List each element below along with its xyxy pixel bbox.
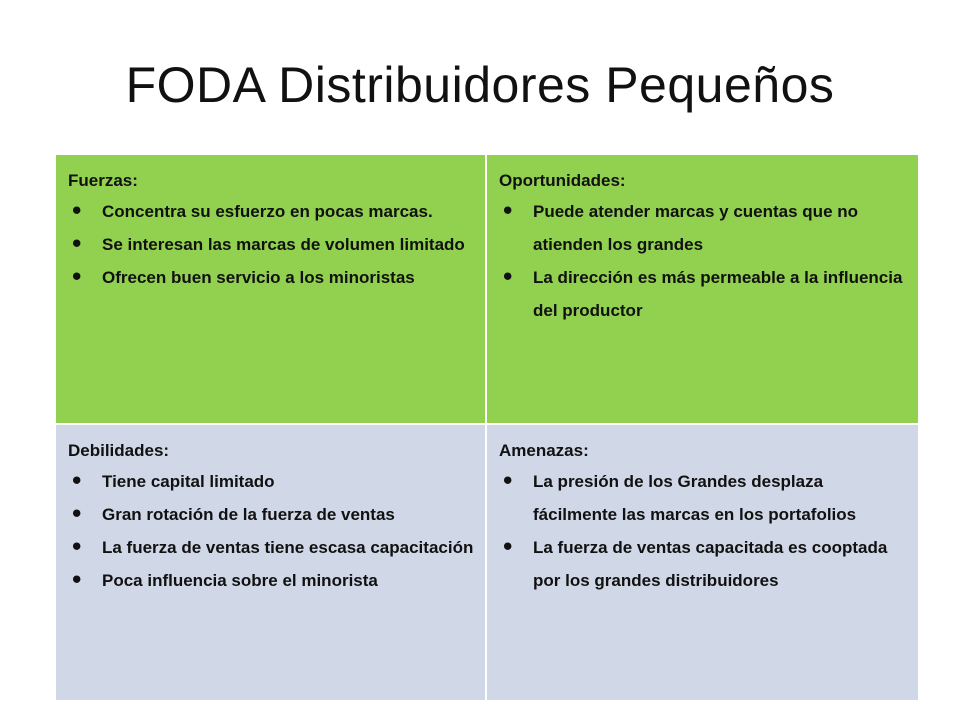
list-item-text: Ofrecen buen servicio a los minoristas [102, 268, 415, 287]
list-item-text: La fuerza de ventas capacitada es cooptada por los grandes distribuidores [533, 538, 888, 590]
bullet-icon: ⚫ [501, 203, 515, 220]
opportunities-list [499, 195, 908, 327]
strengths-cell [56, 155, 487, 425]
weaknesses-heading: Debilidades: [68, 441, 170, 460]
list-item-text: Se interesan las marcas de volumen limitado [102, 235, 465, 254]
list-item-text: Concentra su esfuerzo en pocas marcas. [102, 202, 433, 221]
opportunities-cell [487, 155, 918, 425]
list-item-text: Gran rotación de la fuerza de ventas [102, 505, 395, 524]
bullet-icon: ⚫ [70, 236, 84, 253]
list-item-text: La fuerza de ventas tiene escasa capacitación [102, 538, 474, 557]
weaknesses-cell [56, 425, 487, 700]
bullet-icon: ⚫ [501, 539, 515, 556]
bullet-icon: ⚫ [70, 539, 84, 556]
list-item-text: Tiene capital limitado [102, 472, 275, 491]
slide-title: FODA Distribuidores Pequeños [125, 57, 835, 113]
bullet-icon: ⚫ [501, 269, 515, 286]
bullet-icon: ⚫ [501, 473, 515, 490]
list-item-text: La dirección es más permeable a la influencia del productor [533, 268, 903, 320]
threats-cell [487, 425, 918, 700]
list-item [68, 498, 475, 531]
opportunities-heading: Oportunidades: [499, 171, 626, 190]
list-item-text: Poca influencia sobre el minorista [102, 571, 378, 590]
swot-table [56, 155, 918, 700]
list-item-text: Puede atender marcas y cuentas que no atienden los grandes [533, 202, 859, 254]
threats-list [499, 465, 908, 597]
list-item [499, 261, 908, 327]
list-item [68, 195, 475, 228]
bullet-icon: ⚫ [70, 506, 84, 523]
bullet-icon: ⚫ [70, 473, 84, 490]
bullet-icon: ⚫ [70, 572, 84, 589]
bullet-icon: ⚫ [70, 203, 84, 220]
threats-heading: Amenazas: [499, 441, 589, 460]
weaknesses-list [68, 465, 475, 597]
strengths-heading: Fuerzas: [68, 171, 138, 190]
list-item-text: La presión de los Grandes desplaza fácilmente las marcas en los portafolios [533, 472, 857, 524]
list-item [68, 228, 475, 261]
list-item [68, 564, 475, 597]
list-item [499, 465, 908, 531]
list-item [68, 531, 475, 564]
strengths-list [68, 195, 475, 294]
list-item [68, 261, 475, 294]
list-item [499, 195, 908, 261]
list-item [499, 531, 908, 597]
bullet-icon: ⚫ [70, 269, 84, 286]
list-item [68, 465, 475, 498]
